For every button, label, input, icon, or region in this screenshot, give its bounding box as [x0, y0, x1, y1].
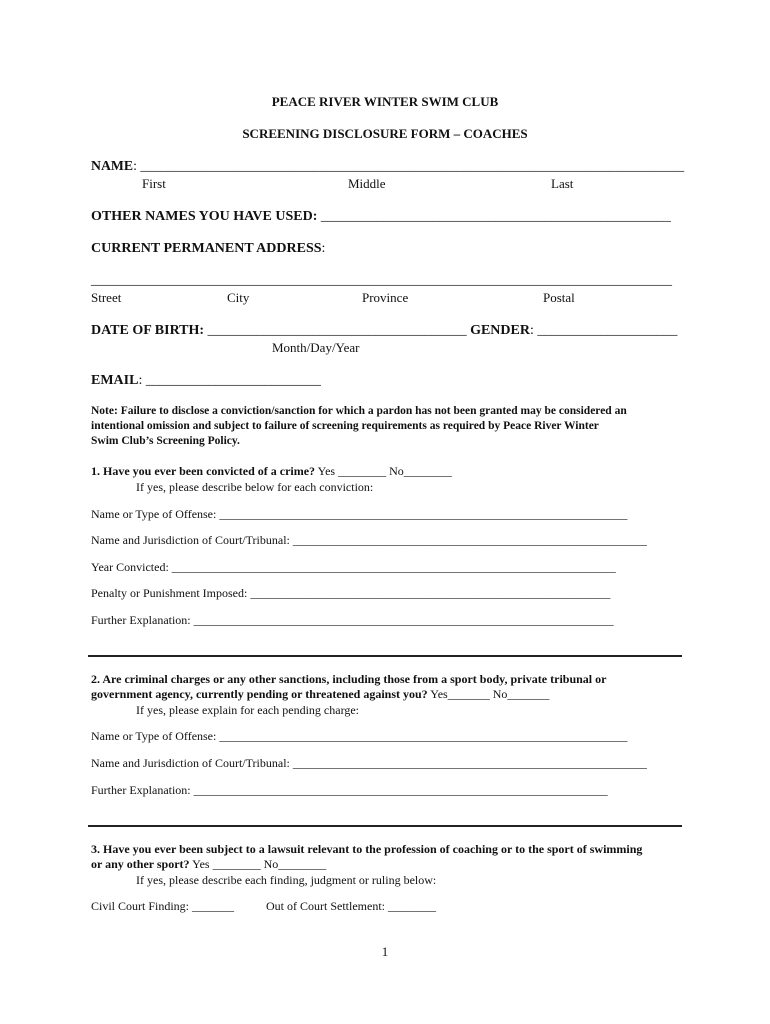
address-postal-caption: Postal: [543, 290, 575, 305]
q1-penalty-field[interactable]: Penalty or Punishment Imposed: ____________________________________________________________: [91, 586, 611, 600]
dob-gender-row: [91, 323, 677, 339]
q2-row: [91, 688, 549, 702]
q2-instruction: If yes, please explain for each pending charge:: [136, 703, 360, 717]
note-line-1: Note: Failure to disclose a conviction/sanction for which a pardon has not been granted may be considered an: [91, 405, 627, 417]
q3-question-line-1: 3. Have you ever been subject to a lawsuit relevant to the profession of coaching or to the sport of swimming: [91, 842, 643, 856]
form-title: SCREENING DISCLOSURE FORM – COACHES: [242, 126, 528, 141]
gender-field[interactable]: : ____________________: [529, 323, 678, 338]
note-line-2: intentional omission and subject to failure of screening requirements as required by Peace River Winter: [91, 420, 599, 432]
q3-yes-no-field[interactable]: Yes ________ No________: [189, 857, 327, 871]
name-first-caption: First: [142, 176, 166, 191]
q2-yes-no-field[interactable]: Yes_______ No_______: [427, 687, 550, 701]
email-field[interactable]: : _________________________: [138, 373, 321, 388]
dob-label: DATE OF BIRTH:: [91, 323, 205, 338]
address-label-row: CURRENT PERMANENT ADDRESS:: [91, 241, 326, 256]
address-label: CURRENT PERMANENT ADDRESS: [91, 241, 322, 256]
other-names-row: [91, 209, 671, 225]
address-province-caption: Province: [362, 290, 409, 305]
q1-question: 1. Have you ever been convicted of a crime?: [91, 464, 316, 478]
name-middle-caption: Middle: [348, 176, 386, 191]
note-line-3: Swim Club’s Screening Policy.: [91, 435, 240, 447]
email-label: EMAIL: [91, 373, 139, 388]
q1-court-field[interactable]: Name and Jurisdiction of Court/Tribunal: ___________________________________________________________: [91, 533, 647, 547]
q2-question-line-1: 2. Are criminal charges or any other sanctions, including those from a sport body, private tribunal or: [91, 672, 607, 686]
other-names-label: OTHER NAMES YOU HAVE USED:: [91, 209, 318, 224]
address-city-caption: City: [227, 290, 250, 305]
dob-format-caption: Month/Day/Year: [272, 340, 360, 355]
q1-offense-field[interactable]: Name or Type of Offense: ____________________________________________________________________: [91, 507, 628, 521]
name-last-caption: Last: [551, 176, 574, 191]
q1-row: [91, 465, 452, 479]
q1-yes-no-field[interactable]: Yes ________ No________: [315, 464, 452, 478]
name-field[interactable]: : _______________________________________________________________________________: [133, 159, 685, 174]
q2-question-line-2: government agency, currently pending or threatened against you?: [91, 687, 428, 701]
q2-court-field[interactable]: Name and Jurisdiction of Court/Tribunal: ___________________________________________________________: [91, 756, 647, 770]
q3-instruction: If yes, please describe each finding, judgment or ruling below:: [136, 873, 437, 887]
address-field[interactable]: ___________________________________________________________________________________: [91, 273, 672, 288]
address-street-caption: Street: [91, 290, 122, 305]
q3-civil-field[interactable]: Civil Court Finding: _______: [91, 899, 235, 913]
section-divider: [88, 655, 682, 657]
name-label: NAME: [91, 159, 134, 174]
q3-row: [91, 858, 326, 872]
dob-field[interactable]: _____________________________________: [207, 323, 467, 338]
q1-explanation-field[interactable]: Further Explanation: ______________________________________________________________________: [91, 613, 614, 627]
name-row: [91, 159, 684, 175]
section-divider: [88, 825, 682, 827]
q3-question-line-2: or any other sport?: [91, 857, 190, 871]
other-names-field[interactable]: __________________________________________________: [320, 209, 671, 224]
q2-explanation-field[interactable]: Further Explanation: _____________________________________________________________________: [91, 783, 608, 797]
gender-label: GENDER: [470, 323, 530, 338]
q3-settlement-field[interactable]: Out of Court Settlement: ________: [266, 899, 436, 913]
q1-year-field[interactable]: Year Convicted: __________________________________________________________________________: [91, 560, 616, 574]
q2-offense-field[interactable]: Name or Type of Offense: ____________________________________________________________________: [91, 729, 628, 743]
email-row: [91, 373, 321, 389]
club-name: PEACE RIVER WINTER SWIM CLUB: [271, 94, 499, 109]
q1-instruction: If yes, please describe below for each conviction:: [136, 480, 374, 494]
page-number: 1: [381, 944, 389, 959]
